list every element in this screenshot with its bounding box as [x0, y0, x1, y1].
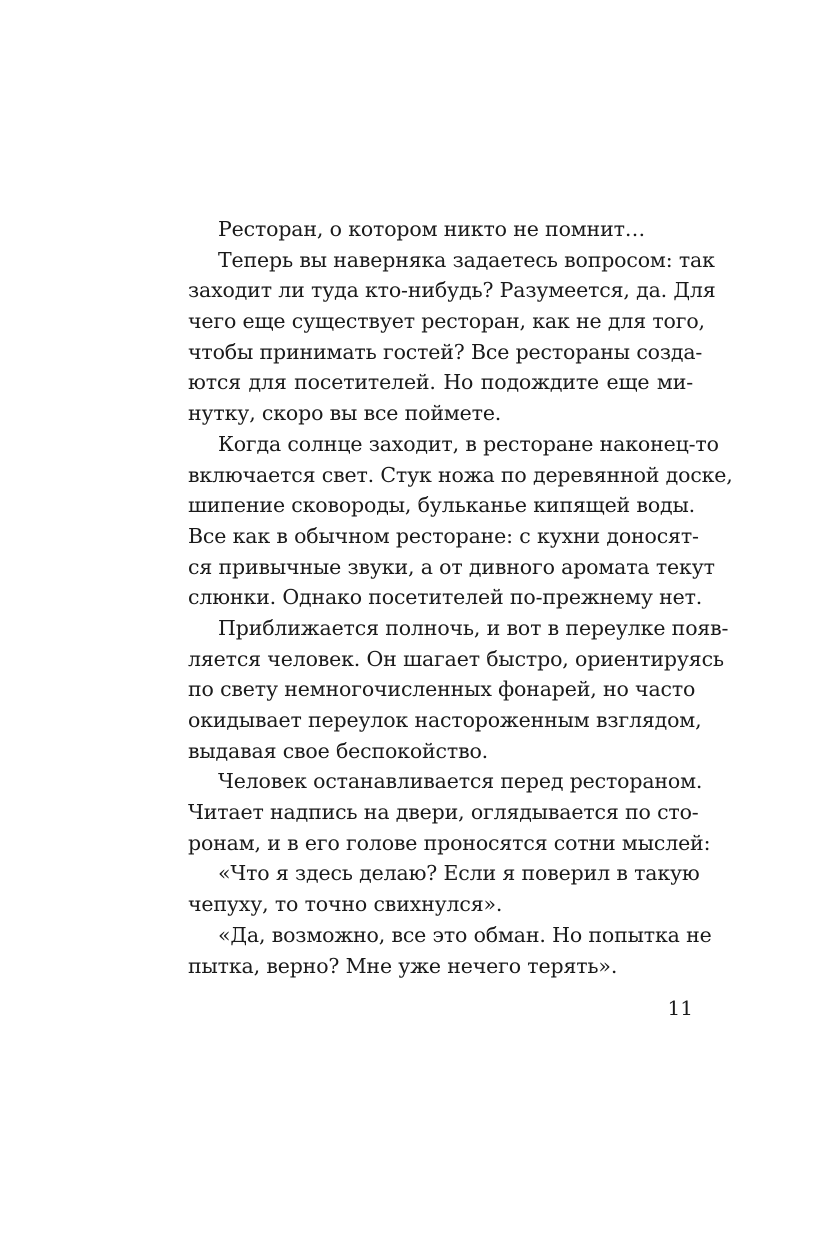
paragraph	[188, 766, 711, 858]
paragraph	[188, 214, 693, 245]
page-number: 11	[667, 996, 693, 1020]
text-line: выдавая свое беспокойство.	[188, 738, 489, 763]
paragraph	[188, 858, 700, 919]
text-line: включается свет. Стук ножа по деревянной доске,	[188, 462, 733, 487]
text-line: ются для посетителей. Но подождите еще ми-	[188, 370, 693, 395]
text-line: чтобы принимать гостей? Все рестораны созда-	[188, 339, 703, 364]
paragraph	[188, 429, 733, 613]
text-line: заходит ли туда кто-нибудь? Разумеется, да. Для	[188, 278, 716, 303]
text-line: окидывает переулок настороженным взглядом,	[188, 708, 702, 732]
text-line: ся привычные звуки, а от дивного аромата текут	[188, 554, 715, 579]
text-line: Теперь вы наверняка задаетесь вопросом: так	[218, 247, 715, 272]
text-line: по свету немногочисленных фонарей, но часто	[188, 677, 696, 702]
text-line: пытка, верно? Мне уже нечего терять».	[188, 953, 618, 978]
text-line: чего еще существует ресторан, как не для того,	[188, 309, 705, 334]
text-line: Приближается полночь, и вот в переулке появ-	[218, 615, 729, 640]
text-line: Ресторан, о котором никто не помнит…	[218, 217, 646, 241]
text-line: Читает надпись на двери, оглядывается по сто-	[188, 800, 699, 825]
text-line: шипение сковороды, бульканье кипящей воды.	[188, 493, 696, 518]
text-line: «Да, возможно, все это обман. Но попытка не	[218, 922, 712, 947]
text-line: Человек останавливается перед рестораном.	[218, 769, 703, 794]
paragraph	[188, 245, 716, 429]
text-line: «Что я здесь делаю? Если я поверил в такую	[218, 861, 700, 886]
text-line: чепуху, то точно свихнулся».	[188, 892, 503, 917]
paragraph	[188, 613, 729, 766]
text-line: ронам, и в его голове проносятся сотни мыслей:	[188, 830, 711, 855]
text-line: слюнки. Однако посетителей по-прежнему нет.	[188, 585, 703, 610]
paragraph	[188, 920, 712, 981]
text-line: Все как в обычном ресторане: с кухни доносят-	[188, 523, 699, 548]
text-line: ляется человек. Он шагает быстро, ориентируясь	[188, 646, 724, 671]
page-body	[188, 214, 733, 981]
text-line: Когда солнце заходит, в ресторане наконец-то	[218, 431, 719, 456]
text-line: нутку, скоро вы все поймете.	[188, 401, 502, 426]
